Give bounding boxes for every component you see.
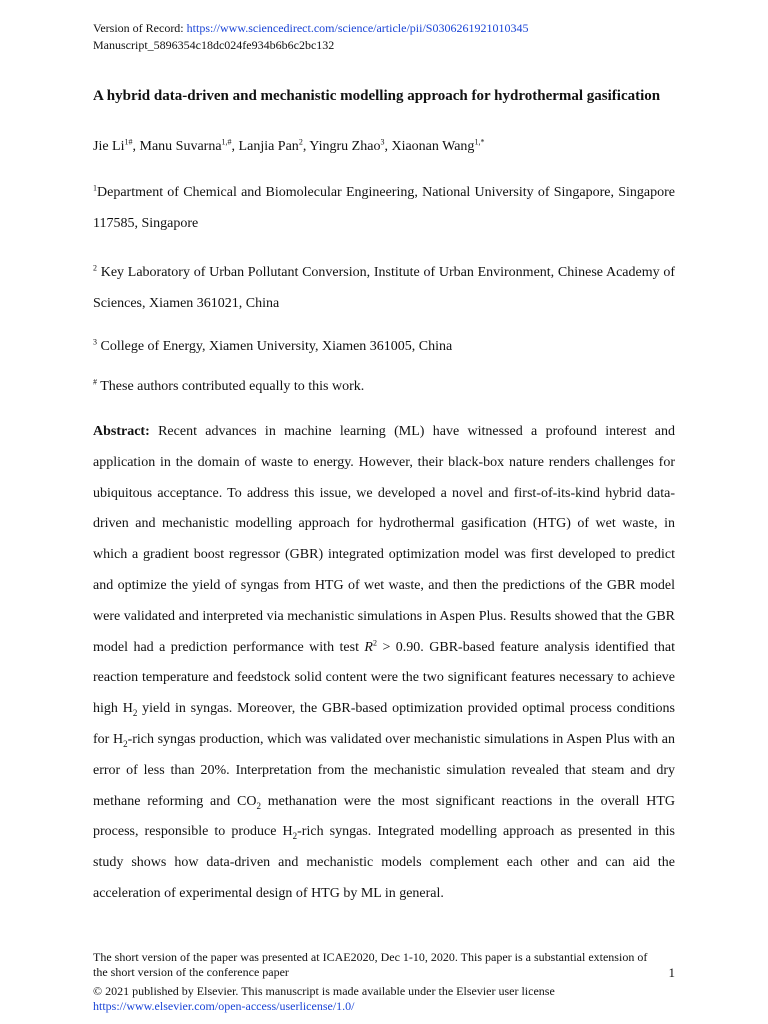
abstract-text: methanation were the most significant reactions in the overall HTG process, responsible to produce H xyxy=(93,793,676,840)
abstract-text: Recent advances in machine learning (ML) have witnessed a profound interest and application in the domain of waste to energy. However, their black-box nature renders challenges for ubiquitous acceptance. To address this issue, we developed a novel and first-of-its-kind hybrid data-driven and mechanistic modelling approach for hydrothermal gasification (HTG) of wet waste, in which a gradient boost regressor (GBR) integrated optimization model was first developed to predict and optimize the yield of syngas from HTG of wet waste, and then the predictions of the GBR model were validated and interpreted via mechanistic simulations in Aspen Plus. Results showed that the GBR model had a prediction performance with test xyxy=(93,424,675,655)
affiliation-mark: 1 xyxy=(93,183,97,193)
affiliation-mark: 3 xyxy=(93,337,97,347)
abstract-text: -rich syngas. Integrated modelling approach as presented in this study shows how data-driven and mechanistic models complement each other and can aid the acceleration of experimental design of HTG by ML in general. xyxy=(93,824,676,901)
author-superscript: 2 xyxy=(298,137,303,147)
conference-note-line xyxy=(93,950,675,980)
affiliation-3 xyxy=(93,335,675,359)
equal-contribution-note xyxy=(93,375,675,399)
author-superscript: 1# xyxy=(124,137,133,147)
author-superscript: 3 xyxy=(380,137,385,147)
author-name: Jie Li xyxy=(93,139,125,154)
paper-body xyxy=(93,80,675,910)
copyright-notice: © 2021 published by Elsevier. This manuscript is made available under the Elsevier user license xyxy=(93,984,555,998)
author-name: Xiaonan Wang xyxy=(391,139,475,154)
conference-note: The short version of the paper was presented at ICAE2020, Dec 1-10, 2020. This paper is a substantial extension of the short version of the conference paper xyxy=(93,950,648,979)
subscript: 2 xyxy=(123,738,128,749)
author-name: Yingru Zhao xyxy=(309,139,381,154)
affiliation-mark: 2 xyxy=(93,263,97,273)
affiliation-1 xyxy=(93,177,675,239)
affiliation-text: Key Laboratory of Urban Pollutant Conversion, Institute of Urban Environment, Chinese Academy of Sciences, Xiamen 361021, China xyxy=(93,265,675,311)
page-footer xyxy=(93,950,675,1014)
affiliation-text: Department of Chemical and Biomolecular Engineering, National University of Singapore, Singapore 117585, Singapore xyxy=(93,185,675,231)
abstract xyxy=(93,417,675,910)
page-number: 1 xyxy=(668,965,675,980)
subscript: 2 xyxy=(292,831,298,842)
version-label: Version of Record: xyxy=(93,21,184,35)
version-header xyxy=(93,20,528,54)
affiliation-2 xyxy=(93,257,675,319)
subscript: 2 xyxy=(132,707,138,718)
equal-contribution-text: These authors contributed equally to this work. xyxy=(97,379,365,394)
version-of-record-link[interactable]: https://www.sciencedirect.com/science/article/pii/S0306261921010345 xyxy=(186,21,529,35)
author-name: Manu Suvarna xyxy=(139,139,222,154)
r-squared-exponent: 2 xyxy=(372,637,377,647)
abstract-label: Abstract: xyxy=(93,424,150,439)
author-superscript: 1,* xyxy=(474,137,485,147)
abstract-text: -rich syngas production, which was validated over mechanistic simulations in Aspen Plus with an error of less than 20%. Interpretation from the mechanistic simulation revealed that steam and dry methane reforming and CO xyxy=(93,731,676,809)
abstract-text: > 0.90. GBR-based feature analysis identified that reaction temperature and feedstock solid content were the two significant features necessary to achieve high H xyxy=(93,639,675,717)
affiliation-text: College of Energy, Xiamen University, Xiamen 361005, China xyxy=(97,339,453,354)
manuscript-id: Manuscript_5896354c18dc024fe934b6b6c2bc132 xyxy=(93,38,335,52)
version-of-record-line xyxy=(93,20,528,37)
subscript: 2 xyxy=(256,800,261,811)
author-name: Lanjia Pan xyxy=(238,139,299,154)
author-list: Jie $Li^{1\#}$, Manu Suvarna$^{1,\#}$, Lanjia Pan$^2$, Yingru Zhao$^3$, Xiaonan Wang$^{1,*}$ xyxy=(93,137,485,154)
license-link[interactable]: https://www.elsevier.com/open-access/userlicense/1.0/ xyxy=(93,999,355,1013)
r-squared-symbol: R xyxy=(364,639,373,655)
paper-title: A hybrid data-driven and mechanistic modelling approach for hydrothermal gasification xyxy=(93,88,661,104)
equal-contribution-mark: # xyxy=(93,377,97,387)
abstract-text: yield in syngas. Moreover, the GBR-based optimization provided optimal process conditions for H xyxy=(93,701,676,747)
author-superscript: 1,# xyxy=(221,137,232,147)
